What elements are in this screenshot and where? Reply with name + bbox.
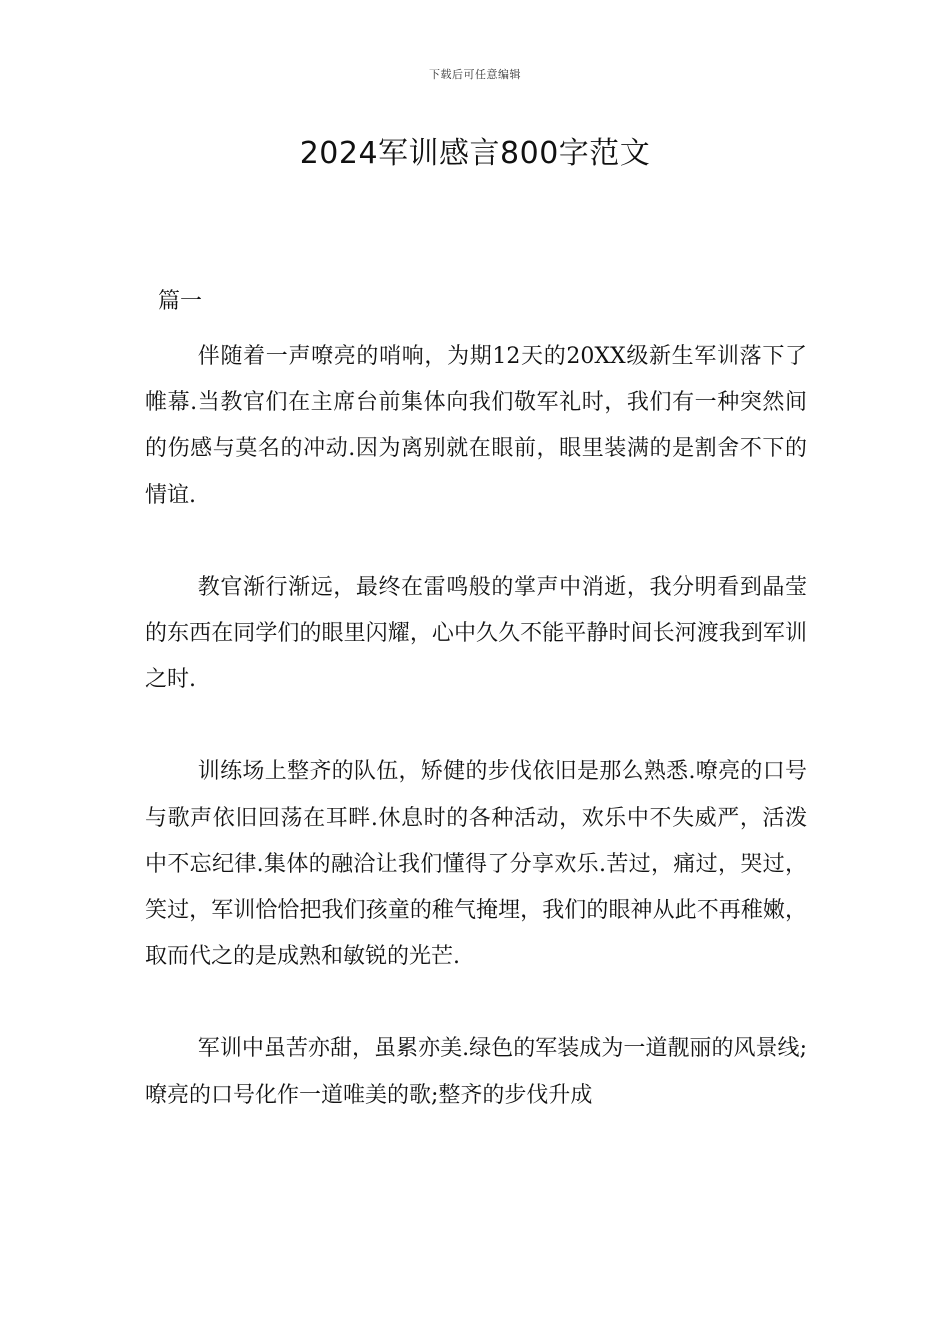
document-title: 2024军训感言800字范文 (299, 136, 651, 171)
paragraph-3: 训练场上整齐的队伍，矫健的步伐依旧是那么熟悉.嘹亮的口号与歌声依旧回荡在耳畔.休息时的各种活动，欢乐中不失威严，活泼中不忘纪律.集体的融洽让我们懂得了分享欢乐.苦过，痛过，哭过，笑过，军训恰恰把我们孩童的稚气掩埋，我们的眼神从此不再稚嫩，取而代之的是成熟和敏锐的光芒. (145, 759, 807, 970)
paragraph-1: 伴随着一声嘹亮的哨响，为期12天的20XX级新生军训落下了帷幕.当教官们在主席台前集体向我们敬军礼时，我们有一种突然间的伤感与莫名的冲动.因为离别就在眼前，眼里装满的是割舍不下的情谊. (145, 344, 807, 508)
download-note: 下载后可任意编辑 (429, 68, 521, 81)
paragraph-4: 军训中虽苦亦甜，虽累亦美.绿色的军装成为一道靓丽的风景线;嘹亮的口号化作一道唯美的歌;整齐的步伐升成 (145, 1036, 807, 1108)
section-label: 篇一 (158, 289, 203, 314)
paragraph-2: 教官渐行渐远，最终在雷鸣般的掌声中消逝，我分明看到晶莹的东西在同学们的眼里闪耀，心中久久不能平静时间长河渡我到军训之时. (145, 574, 807, 693)
document-body (145, 334, 807, 1165)
